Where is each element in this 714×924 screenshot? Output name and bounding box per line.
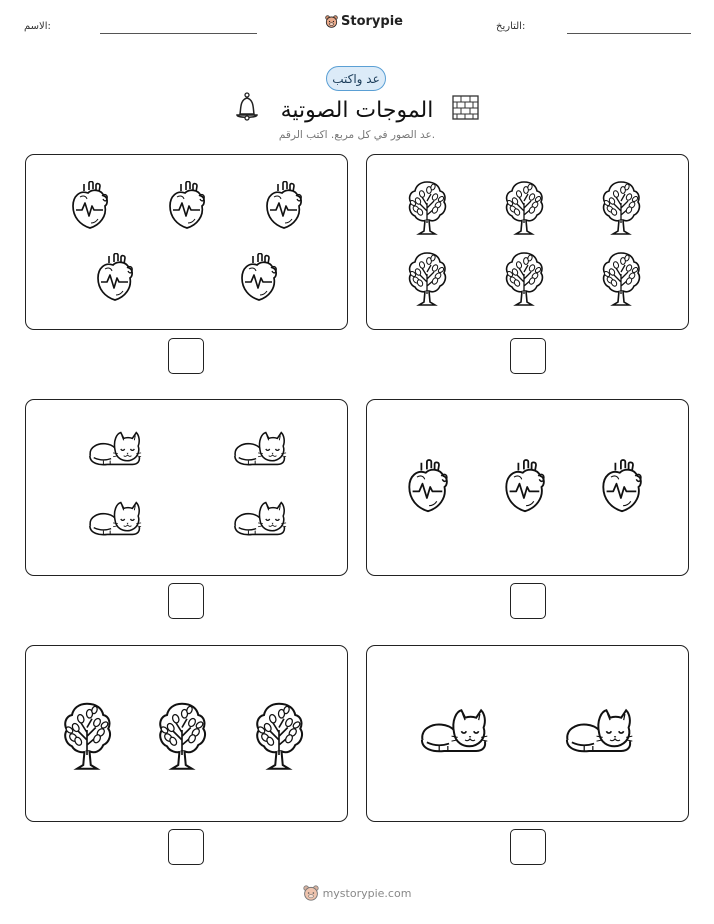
tree-icon xyxy=(62,700,112,770)
counting-panel xyxy=(366,399,689,576)
tree-icon xyxy=(254,700,304,770)
answer-box[interactable] xyxy=(168,583,204,619)
tree-icon xyxy=(407,179,447,235)
date-line[interactable] xyxy=(567,33,691,34)
counting-panel xyxy=(25,645,348,822)
bear-icon xyxy=(303,885,319,901)
counting-panel xyxy=(25,399,348,576)
heart-icon xyxy=(95,253,135,303)
brick-wall-icon xyxy=(452,95,479,120)
cat-icon xyxy=(86,498,144,538)
heart-icon xyxy=(167,181,207,231)
brand-name: Storypie xyxy=(341,14,403,29)
answer-box[interactable] xyxy=(510,829,546,865)
answer-box[interactable] xyxy=(510,583,546,619)
heart-icon xyxy=(600,456,644,518)
cat-icon xyxy=(231,498,289,538)
tree-icon xyxy=(504,179,544,235)
heart-icon xyxy=(406,456,450,518)
tree-icon xyxy=(407,250,447,306)
brand-logo xyxy=(325,14,403,29)
cat-icon xyxy=(231,428,289,468)
answer-box[interactable] xyxy=(168,338,204,374)
activity-tag: عد واكتب xyxy=(326,66,386,91)
footer-url[interactable]: mystorypie.com xyxy=(322,886,412,900)
footer xyxy=(0,885,714,901)
cat-icon xyxy=(86,428,144,468)
heart-icon xyxy=(70,181,110,231)
heart-icon xyxy=(503,456,547,518)
answer-box[interactable] xyxy=(510,338,546,374)
counting-panel xyxy=(25,154,348,330)
answer-box[interactable] xyxy=(168,829,204,865)
cat-icon xyxy=(562,704,636,756)
tree-icon xyxy=(504,250,544,306)
tree-icon xyxy=(157,700,207,770)
date-label: التاريخ: xyxy=(496,21,526,32)
heart-icon xyxy=(239,253,279,303)
tree-icon xyxy=(601,179,641,235)
cat-icon xyxy=(417,704,491,756)
name-label: الاسم: xyxy=(24,21,51,32)
counting-panel xyxy=(366,645,689,822)
heart-icon xyxy=(264,181,304,231)
tree-icon xyxy=(601,250,641,306)
instruction-text: عد الصور في كل مربع. اكتب الرقم. xyxy=(278,129,436,141)
counting-panel xyxy=(366,154,689,330)
name-line[interactable] xyxy=(100,33,257,34)
page-title: الموجات الصوتية xyxy=(280,97,434,123)
bear-icon xyxy=(325,15,338,28)
